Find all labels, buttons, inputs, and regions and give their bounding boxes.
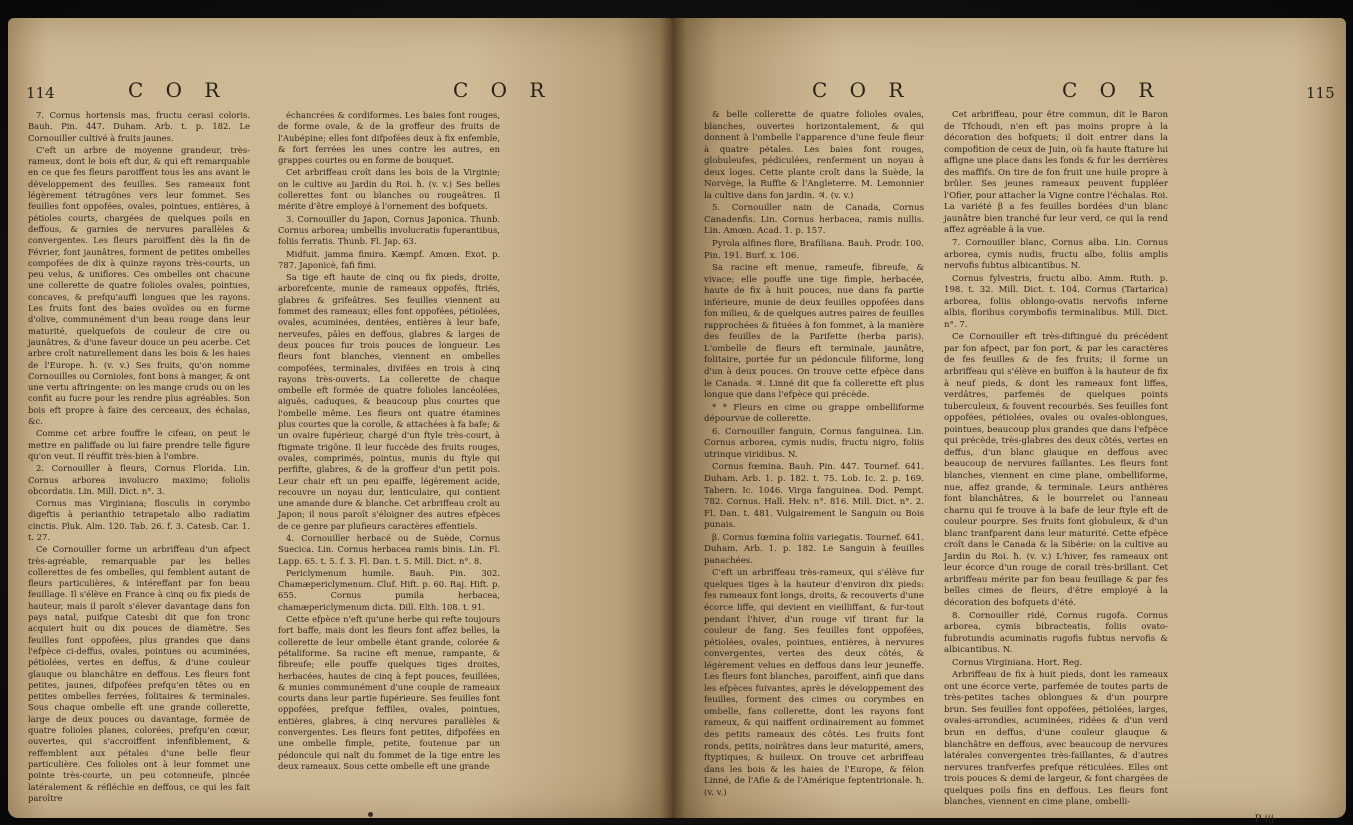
page-signature: P iij: [1254, 814, 1274, 825]
paragraph: 7. Cornus hortensis mas, fructu cerasi coloris. Bauh. Pin. 447. Duham. Arb. t. p. 182. Le Cornouiller cultivé à fruits jaunes.: [28, 110, 250, 143]
paragraph: C'eft un arbre de moyenne grandeur, très-rameux, dont le bois eft dur, & qui eft remarquable en ce que fes fleurs paroiffent tous les ans avant le développement des feuilles. Ses rameaux font légèrement tétragônes vers leur fommet. Ses feuilles font oppofées, ovales, pointues, entières, à pétioles courts, chargées de quelques poils en deffous, & garnies de nervures parallèles & convergentes. Les fleurs paroiffent dès la fin de Février, font jaunâtres, forment de petites ombelles compofées de dix à quinze rayons très-courts, un peu velus, & uniflores. Ces ombelles ont chacune une collerette de quatre folioles ovales, pointues, concaves, & prefqu'auffi longues que les rayons. Les fruits font des baies ovoïdes ou en forme d'olive, communément d'un beau rouge dans leur maturité, quelquefois de couleur de cire ou jaunâtres, & d'une faveur douce un peu acerbe. Cet arbre croît naturellement dans les bois & les haies de l'Europe. ħ. (v. v.) Ses fruits, qu'on nomme Cornouilles ou Cornioles, font bons à manger, & ont une vertu aftringente: on les mange cruds ou on les confit au fucre pour les rendre plus agréables. Son bois eft propre à faire des cerceaux, des échalas, &c.: [28, 144, 250, 427]
paragraph: échancrées & cordiformes. Les baies font rouges, de forme ovale, & de la groffeur des fruits de l'Aubépine; elles font difpofées deux à fix enfemble, & fort ferrées les unes contre les autres, en grappes courtes ou en forme de bouquet.: [278, 110, 500, 166]
paragraph: Cet arbriffeau croît dans les bois de la Virginie; on le cultive au Jardin du Roi. ħ. (v. v.) Ses belles collerettes font ou blanches ou rougeâtres. Il mérite d'être employé à l'ornement des bofquets.: [278, 167, 500, 212]
paragraph: 6. Cornouiller fanguin, Cornus fanguinea. Lin. Cornus arborea, cymis nudis, fructu nigro, foliis utrinque viridibus. N.: [704, 426, 924, 460]
left-running-head-1: C O R: [128, 78, 228, 102]
right-page: [672, 18, 1346, 825]
paragraph: C'eft un arbriffeau très-rameux, qui s'élève fur quelques tiges à la hauteur d'environ dix pieds: fes rameaux font longs, droits, & recouverts d'une écorce liffe, qui devient en vieilliffant, & fur-tout pendant l'hiver, d'un rouge vif tirant fur la couleur de fang. Ses feuilles font oppofées, pétiolées, ovales, pointues, entières, à nervures convergentes, vertes des deux côtés, & légèrement velues en deffous dans leur jeuneffe. Les fleurs font blanches, paroiffent, ainfi que dans les efpèces fuivantes, après le développement des feuilles, forment des cimes ou corymbes en ombelle, fans collerette, dont les rayons font rameux, & qui naiffent ordinairement au fommet des petits rameaux des côtés. Les fruits font ronds, petits, noirâtres dans leur maturité, amers, ftyptiques, & huileux. On trouve cet arbriffeau dans les bois & les haies de l'Europe, & félon Linné, de l'Afie & de l'Amérique feptentrionale. ħ. (v. v.): [704, 568, 924, 798]
paragraph: Arbriffeau de fix à huit pieds, dont les rameaux ont une écorce verte, parfemée de toutes parts de très-petites taches oblongues & d'un pourpre brun. Ses feuilles font oppofées, pétiolées, larges, ovales-arrondies, acuminées, ridées & d'un verd brun en deffus, d'une couleur glauque & blanchâtre en deffous, avec beaucoup de nervures latérales convergentes très-faillantes, & d'autres nervures tranfverfes prefque réticulées. Elles ont trois pouces & demi de largeur, & font chargées de quelques poils fins en deffous. Les fleurs font blanches, viennent en cime plane, ombelli-: [944, 670, 1168, 808]
left-column-2: [278, 110, 500, 810]
paragraph: Ce Cornouiller forme un arbriffeau d'un afpect très-agréable, remarquable par les belles collerettes de fes ombelles, qui femblent autant de fleurs particulières, & intéreffant par fon beau feuillage. Il s'élève en France à cinq ou fix pieds de hauteur, mais il paroît s'élever davantage dans fon pays natal, puifque Catesbi dit que fon tronc acquiert huit ou dix pouces de diamètre. Ses feuilles font oppofées, plus grandes que dans l'efpèce ci-deffus, ovales, pointues ou acuminées, pétiolées, vertes en deffus, & d'une couleur glauque ou blanchâtre en deffous. Les fleurs font petites, jaunes, difpofées prefqu'en têtes ou en petites ombelles ferrées, folitaires & terminales. Sous chaque ombelle eft une grande collerette, large de deux pouces ou davantage, formée de quatre folioles planes, colorées, prefqu'en cœur, ouvertes, qui s'accroiffent infenfiblement, & reffemblent aux pétales d'une belle fleur particulière. Ces folioles ont à leur fommet une pointe très-courte, un peu cotonneufe, pincée latéralement & réfléchie en deffous, ce qui les fait paroître: [28, 544, 250, 803]
paragraph: Periclymenum humile. Bauh. Pin. 302. Chamæpericlymenum. Cluf. Hift. p. 60. Raj. Hift. p. 655. Cornus pumila herbacea, chamæpericlymenum dicta. Dill. Elth. 108. t. 91.: [278, 567, 500, 612]
right-column-2: [944, 110, 1168, 810]
paragraph: Cornus Virginiana. Hort. Reg.: [952, 657, 1083, 668]
paragraph: Midfuit. jamma fimira. Kæmpf. Amœn. Exot. p. 787. Japonicè, fafi fimi.: [278, 248, 500, 270]
left-page: [8, 18, 672, 818]
paragraph: Sa tige eft haute de cinq ou fix pieds, droite, arborefcente, munie de rameaux oppofés, ftriés, glabres & grifeâtres. Ses feuilles viennent au fommet des rameaux; elles font oppofées, pétiolées, ovales, acuminées, dentées, entières à leur bafe, nerveufes, pâles en deffous, glabres & larges de deux pouces fur trois pouces de longueur. Les fleurs font blanches, viennent en ombelles compofées, terminales, divifées en trois à cinq rayons très-ouverts. La collerette de chaque ombelle eft formée de quatre folioles lancéolées, aiguës, caduques, & beaucoup plus courtes que l'ombelle même. Les fleurs ont quatre étamines plus courtes que la corolle, & attachées à fa bafe; & un ovaire fupérieur, chargé d'un ftyle très-court, à ftigmate trigône. Il leur fuccède des fruits rouges, ovales, comprimés, pointus, munis du ftyle qui perfifte, glabres, & de la groffeur d'un petit pois. Leur chair eft un peu epaiffe, légèrement acide, recouvre un noyau dur, lenticulaire, qui contient une amande dure & blanche. Cet arbriffeau croît au Japon; il nous paroît s'éloigner des autres efpèces de ce genre par plufieurs caractères effentiels.: [278, 272, 500, 531]
left-page-header: [8, 78, 672, 108]
left-running-head-2: C O R: [453, 78, 553, 102]
paragraph: * * Fleurs en cime ou grappe ombelliforme dépourvue de collerette.: [704, 402, 924, 425]
left-column-1: [28, 110, 250, 810]
left-page-number: 114: [26, 84, 55, 102]
paragraph: 2. Cornouiller à fleurs, Cornus Florida. Lin. Cornus arborea involucro maximo; foliolis obcordatis. Lin. Mill. Dict. n°. 3.: [28, 463, 250, 496]
right-page-header: [672, 78, 1346, 108]
paragraph: β. Cornus fœmina foliis variegatis. Tournef. 641. Duham. Arb. 1. p. 182. Le Sanguin à feuilles panachées.: [704, 532, 924, 566]
right-page-number: 115: [1306, 84, 1335, 102]
paragraph: Ce Cornouiller eft très-diftingué du précédent par fon afpect, par fon port, & par les caractères de fes feuilles & de fes fruits; il forme un arbriffeau qui s'élève en buiffon à la hauteur de fix à neuf pieds, & dont les rameaux font liffes, verdâtres, parfemés de quelques points tuberculeux, & fouvent recourbés. Ses feuilles font oppofées, pétiolées, ovales ou ovales-oblongues, pointues, beaucoup plus grandes que dans l'efpèce qui précède, très-glabres des deux côtés, vertes en deffus, d'un blanc glauque en deffous avec beaucoup de nervures faillantes. Les fleurs font blanches, viennent en cime plane, ombelliforme, nue, affez grande, & terminale. Leurs anthères font blanchâtres, & le bourrelet ou l'anneau charnu qui fe trouve à la bafe de leur ftyle eft de couleur pourpre. Ses fruits font globuleux, & d'un blanc tranfparent dans leur maturité. Cette efpèce croît dans le Canada & la Sibérie: on la cultive au Jardin du Roi. ħ. (v. v.) L'hiver, fes rameaux ont leur écorce d'un rouge de corail très-brillant. Cet arbriffeau mérite par fon beau feuillage & par fes belles cimes de fleurs, d'être employé à la décoration des bofquets d'été.: [944, 332, 1168, 608]
paragraph: Cornus mas Virginiana; flosculis in corymbo digeftis à perianthio tetrapetalo albo radiatim cinctis. Pluk. Alm. 120. Tab. 26. f. 3. Catesb. Car. 1. t. 27.: [28, 498, 250, 542]
right-column-1: [704, 110, 924, 810]
paragraph: Comme cet arbre fouffre le cifeau, on peut le mettre en paliffade ou lui faire prendre telle figure qu'on veut. Il réuffit très-bien à l'ombre.: [28, 428, 250, 461]
paragraph: Cette efpèce n'eft qu'une herbe qui refte toujours fort baffe, mais dont les fleurs font affez belles, la collerette de leur ombelle étant grande, colorée & pétaliforme. Sa racine eft menue, rampante, & fibreufe; elle pouffe quelques tiges droites, herbacées, hautes de cinq à fept pouces, feuillées, & munies communément d'une couple de rameaux courts dans leur partie fupérieure. Ses feuilles font oppofées, prefque feffiles, ovales, pointues, entières, glabres, à cinq nervures parallèles & convergentes. Les fleurs font petites, difpofées en une ombelle fimple, petite, foutenue par un pédoncule qui naît du fommet de la tige entre les deux rameaux. Sous cette ombelle eft une grande: [278, 614, 500, 771]
paragraph: Cet arbriffeau, pour être commun, dit le Baron de Tfchoudi, n'en eft pas moins propre à la décoration des bofquets; il doit entrer dans la compofition de ceux de Juin, où fa haute ftature lui affigne une place dans les fonds & fur les derrières des maffifs. On tire de fon fruit une huile propre à brûler. Ses jeunes rameaux peuvent fuppléer l'Ofier, pour attacher la Vigne contre l'échalas. Roi. La variété β a fes feuilles bordées d'un blanc jaunâtre bien tranché fur leur verd, ce qui la rend affez agréable à la vue.: [944, 110, 1168, 236]
bullet-mark: [368, 812, 373, 817]
paragraph: 5. Cornouiller nain de Canada, Cornus Canadenfis. Lin. Cornus herbacea, ramis nullis. Lin. Amœn. Acad. 1. p. 157.: [704, 203, 924, 237]
paragraph: Pyrola alfines flore, Brafiliana. Bauh. Prodr. 100. Pin. 191. Burf. x. 106.: [704, 239, 924, 261]
paragraph: 8. Cornouiller ridé, Cornus rugofa. Cornus arborea, cymis bibracteatis, foliis ovato-fubrotundis acuminatis rugofis fubtus nervofis & albicantibus. N.: [944, 610, 1168, 656]
paragraph: & belle collerette de quatre folioles ovales, blanches, ouvertes horizontalement, & qui donnent à l'ombelle l'apparence d'une feule fleur à quatre pétales. Les baies font rouges, globuleufes, pédiculées, renferment un noyau à deux loges. Cette plante croît dans la Suède, la Norvège, la Ruffie & l'Angleterre. M. Lemonnier la cultive dans fon jardin. ♃. (v. v.): [704, 110, 924, 201]
paragraph: Sa racine eft menue, rameufe, fibreufe, & vivace; elle pouffe une tige fimple, herbacée, haute de fix à huit pouces, nue dans fa partie inférieure, munie de deux feuilles oppofées dans fon milieu, & de quelques autres paires de feuilles rapprochées & fituées à fon fommet, à la manière des feuilles de la Parifette (herba paris). L'ombelle de fleurs eft terminale, jaunâtre, folitaire, portée fur un pédoncule filiforme, long d'un à deux pouces. On trouve cette efpèce dans le Canada. ♃. Linné dit que fa collerette eft plus longue que dans l'efpèce qui précède.: [704, 263, 924, 401]
right-running-head-2: C O R: [1062, 78, 1162, 102]
paragraph: 3. Cornouiller du Japon, Cornus Japonica. Thunb. Cornus arborea; umbellis involucratis fuperantibus, foliis ferratis. Thunb. Fl. Jap. 63.: [278, 213, 500, 247]
right-running-head-1: C O R: [812, 78, 912, 102]
paragraph: Cornus fœmina. Bauh. Pin. 447. Tournef. 641. Duham. Arb. 1. p. 182. t. 75. Lob. Ic. 2. p. 169. Tabern. Ic. 1046. Virga fanguinea. Dod. Pempt. 782. Cornus. Hall. Helv. n°. 816. Mill. Dict. n°. 2. Fl. Dan. t. 481. Vulgairement le Sanguin ou Bois punais.: [704, 462, 924, 531]
paragraph: 7. Cornouiller blanc, Cornus alba. Lin. Cornus arborea, cymis nudis, fructu albo, foliis amplis nervofis fubtus albicantibus. N.: [944, 238, 1168, 272]
paragraph: Cornus fylvestris, fructu albo. Amm. Ruth. p. 198. t. 32. Mill. Dict. t. 104. Cornus (Tartarica) arborea, foliis oblongo-ovatis nervofis inferne albis, floribus corymbofis terminalibus. Mill. Dict. n°. 7.: [944, 273, 1168, 330]
paragraph: 4. Cornouiller herbacé ou de Suède, Cornus Suecica. Lin. Cornus herbacea ramis binis. Lin. Fl. Lapp. 65. t. 5. f. 3. Fl. Dan. t. 5. Mill. Dict. n°. 8.: [278, 532, 500, 566]
